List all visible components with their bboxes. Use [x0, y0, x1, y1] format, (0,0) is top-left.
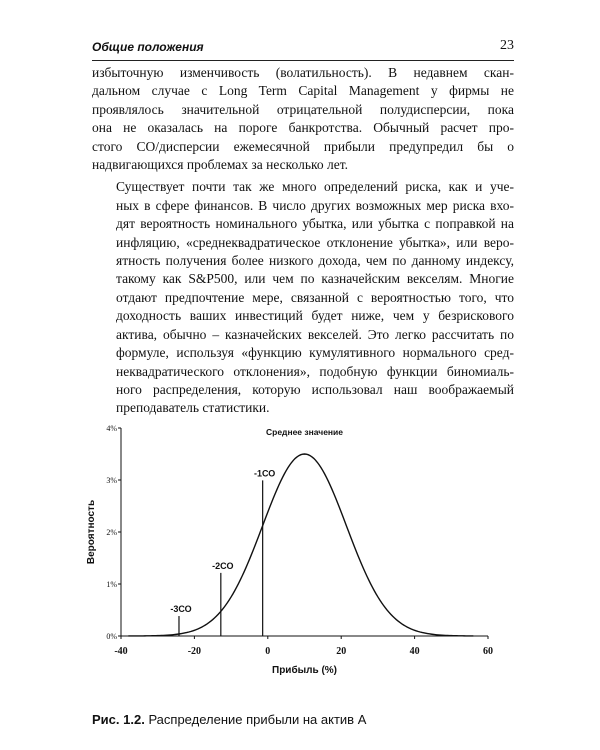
curve-point [194, 613, 195, 614]
figure-caption [92, 712, 366, 727]
caption-text: Распределение прибыли на актив A [148, 712, 367, 727]
text-line: стого СО/дисперсии ежемесячной прибыли предупредил бы о [92, 138, 514, 154]
x-tick-label: 60 [483, 646, 493, 657]
mean-label: Среднее значение [265, 427, 344, 437]
curve-point [432, 634, 433, 635]
curve-point [175, 625, 176, 626]
text-line: надвигающихся проблемах за несколько лет. [92, 157, 348, 173]
y-axis-title: Вероятность [86, 499, 97, 565]
y-tick-label: 0% [106, 632, 117, 641]
page-header [92, 40, 514, 61]
curve-point [267, 511, 268, 512]
x-tick-label: -20 [187, 646, 202, 657]
curve-point [128, 635, 129, 636]
text-line: такому как S&P500, или чем по казначейским векселям. Многие [116, 271, 514, 287]
curve-point [341, 511, 342, 512]
curve-point [286, 471, 287, 472]
curve-point [304, 453, 305, 454]
y-tick-label: 2% [106, 528, 117, 537]
text-line: неквадратического отклонения», подобную функции биномиаль- [116, 363, 514, 379]
sd-marker-label: -1СО [254, 468, 276, 479]
text-line: ятность получения более низкого дохода, чем по данному индексу, [116, 253, 514, 269]
curve-point [414, 630, 415, 631]
text-line: дальном случае с Long Term Capital Management у фирмы не [92, 83, 514, 99]
x-tick-label: 40 [409, 646, 420, 657]
curve-point [322, 471, 323, 472]
curve-point [469, 635, 470, 636]
x-axis-title: Прибыль (%) [272, 665, 337, 676]
text-line: формуле, используя «функцию кумулятивного нормального сред- [116, 345, 514, 361]
text-line: ного распределения, которую использовал наш воображаемый [116, 381, 514, 397]
text-line: Существует почти так же много определений риска, как и уче- [116, 179, 514, 195]
text-line: проявлялось значительной отрицательной полудисперсии, пока [92, 101, 514, 117]
curve-point [249, 522, 250, 523]
text-line: она не оказалась на пороге банкротства. Обычный расчет про- [92, 120, 514, 136]
x-tick-label: 20 [336, 646, 347, 657]
profit-distribution-chart [0, 418, 600, 708]
curve-point [359, 558, 360, 559]
text-line: инфляцию, «среднеквадратическое отклонение убытка», или веро- [116, 234, 514, 250]
curve-point [157, 632, 158, 633]
text-line: избыточную изменчивость (волатильность). В недавнем скан- [92, 65, 514, 80]
curve-point [451, 635, 452, 636]
y-tick-label: 4% [106, 424, 117, 433]
text-line: ных в сфере финансов. В число других возможных мер риска вхо- [116, 197, 514, 213]
sd-marker-label: -3СО [170, 604, 192, 615]
x-tick-label: -40 [114, 646, 128, 657]
y-tick-label: 1% [106, 580, 117, 589]
x-tick-label: 0 [265, 646, 271, 657]
text-line: актива, обычно – казначейских векселей. Это легко рассчитать по [116, 326, 514, 342]
running-head: Общие положения [92, 40, 204, 54]
body-text [92, 64, 514, 418]
page-number: 23 [500, 38, 514, 53]
paragraph-1 [92, 64, 514, 174]
sd-marker-label: -2СО [212, 560, 234, 571]
curve-point [396, 619, 397, 620]
text-line: преподаватель статистики. [116, 400, 270, 416]
y-tick-label: 3% [106, 476, 117, 485]
text-line: дят вероятность номинального убытка, или убытка с поправкой на [116, 216, 514, 232]
text-line: отдают предпочтение мере, связанной с вероятностью того, что [116, 289, 514, 305]
curve-point [212, 592, 213, 593]
curve-point [377, 596, 378, 597]
text-line: доходность ваших инвестиций будет ниже, чем у безрискового [116, 308, 514, 324]
paragraph-2 [92, 178, 514, 417]
caption-label: Рис. 1.2. [92, 712, 145, 727]
